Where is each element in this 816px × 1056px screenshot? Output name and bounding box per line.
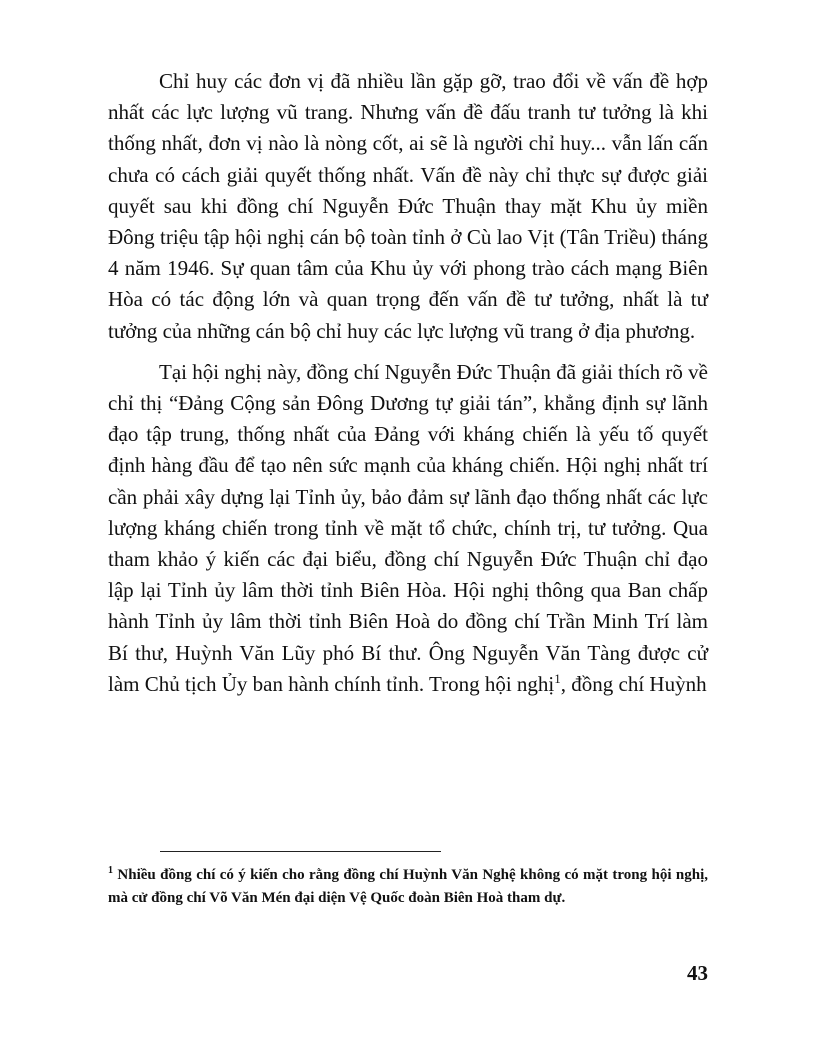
footnote (108, 864, 708, 910)
body-text (108, 66, 708, 710)
paragraph-1: Chỉ huy các đơn vị đã nhiều lần gặp gỡ, trao đổi về vấn đề hợp nhất các lực lượng vũ trang. Nhưng vấn đề đấu tranh tư tưởng là khi thống nhất, đơn vị nào là nòng cốt, ai sẽ là người chỉ huy... vẫn lấn cấn chưa có cách giải quyết thống nhất. Vấn đề này chỉ thực sự được giải quyết sau khi đồng chí Nguyễn Đức Thuận thay mặt Khu ủy miền Đông triệu tập hội nghị cán bộ toàn tỉnh ở Cù lao Vịt (Tân Triều) tháng 4 năm 1946. Sự quan tâm của Khu ủy với phong trào cách mạng Biên Hòa có tác động lớn và quan trọng đến vấn đề tư tưởng, nhất là tư tưởng của những cán bộ chỉ huy các lực lượng vũ trang ở địa phương. (108, 69, 708, 343)
footnote-divider (160, 851, 441, 852)
page-number: 43 (687, 961, 708, 985)
footnote-reference[interactable]: 1 (554, 670, 561, 686)
paragraph-2-text: Tại hội nghị này, đồng chí Nguyễn Đức Thuận đã giải thích rõ về chỉ thị “Đảng Cộng sản Đông Dương tự giải tán”, khẳng định sự lãnh đạo tập trung, thống nhất của Đảng với kháng chiến là yếu tố quyết định hàng đầu để tạo nên sức mạnh của kháng chiến. Hội nghị nhất trí cần phải xây dựng lại Tỉnh ủy, bảo đảm sự lãnh đạo thống nhất các lực lượng kháng chiến trong tỉnh về mặt tổ chức, chính trị, tư tưởng. Qua tham khảo ý kiến các đại biểu, đồng chí Nguyễn Đức Thuận chỉ đạo lập lại Tỉnh ủy lâm thời tỉnh Biên Hòa. Hội nghị thông qua Ban chấp hành Tỉnh ủy lâm thời tỉnh Biên Hoà do đồng chí Trần Minh Trí làm Bí thư, Huỳnh Văn Lũy phó Bí thư. Ông Nguyễn Văn Tàng được cử làm Chủ tịch Ủy ban hành chính tỉnh. Trong hội nghị (108, 359, 708, 696)
paragraph-2-tail: , đồng chí Huỳnh (560, 671, 707, 696)
footnote-marker: 1 (108, 865, 113, 876)
footnote-text: Nhiều đồng chí có ý kiến cho rằng đồng chí Huỳnh Văn Nghệ không có mặt trong hội nghị, mà cử đồng chí Võ Văn Mén đại diện Vệ Quốc đoàn Biên Hoà tham dự. (108, 867, 709, 906)
paragraph-2 (108, 357, 708, 700)
